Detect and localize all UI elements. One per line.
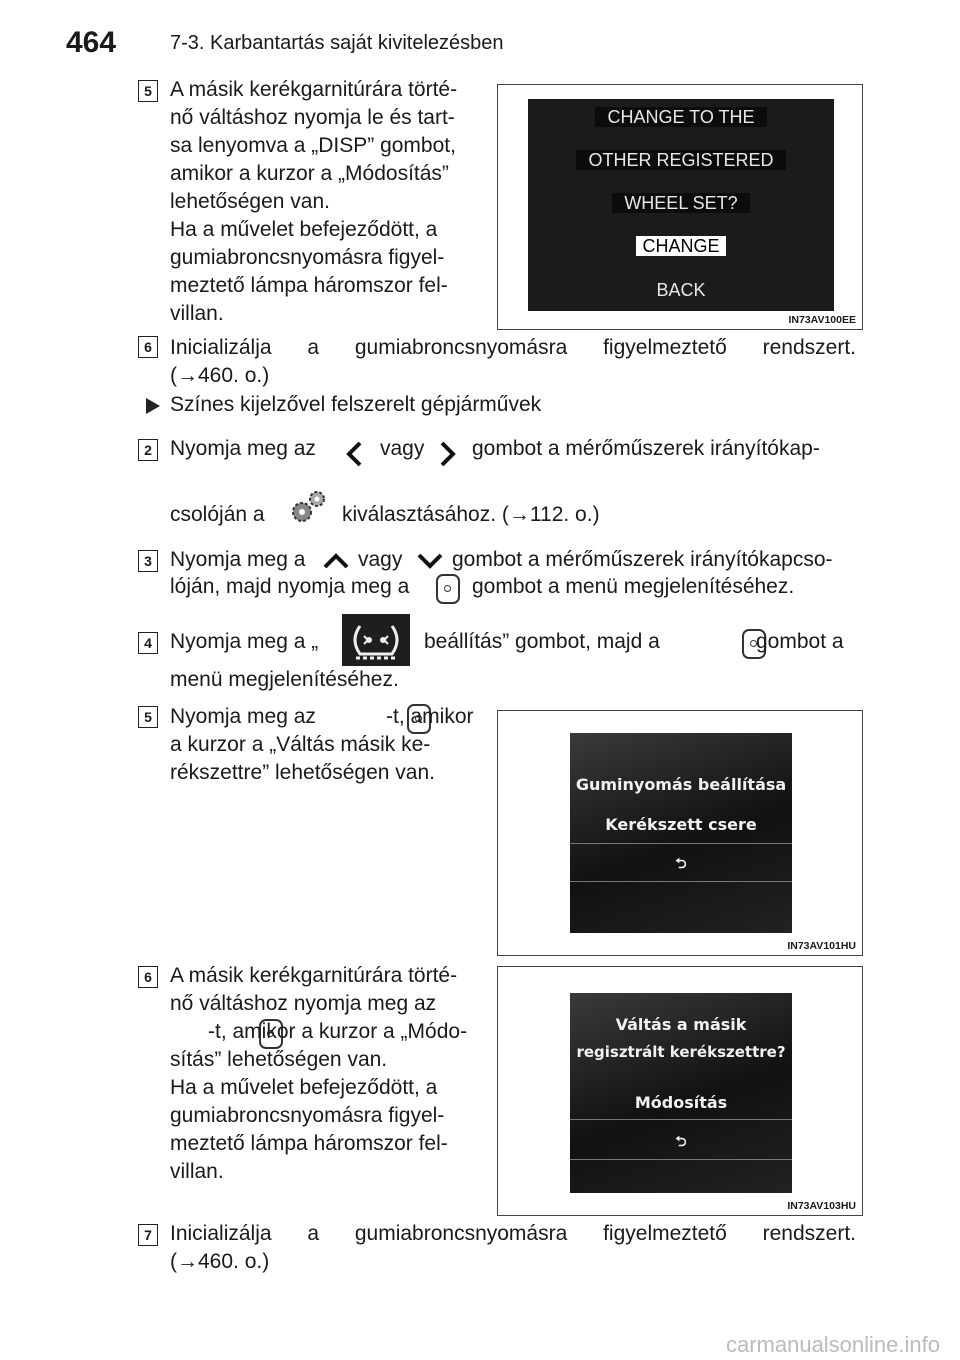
screen-item: Kerékszett csere bbox=[605, 815, 757, 834]
screen-back-item: BACK bbox=[656, 280, 706, 300]
step-b6-l2: nő váltáshoz nyomja meg az bbox=[170, 992, 437, 1015]
screen-line: CHANGE TO THE bbox=[528, 107, 834, 128]
step-b3-p5: gombot a menü megjelenítéséhez. bbox=[472, 575, 795, 598]
step-number: 5 bbox=[138, 80, 158, 102]
step-b3-p2: vagy bbox=[358, 548, 403, 571]
step-b6-l7: meztető lámpa háromszor fel- bbox=[170, 1132, 448, 1155]
step-b3-p4: lóján, majd nyomja meg a bbox=[170, 575, 410, 598]
text-line: villan. bbox=[170, 302, 224, 325]
step-b2-p3: gombot a mérőműszerek irányítókap- bbox=[472, 437, 820, 460]
figure-caption: IN73AV100EE bbox=[788, 314, 856, 326]
step-b5-p1: Nyomja meg az bbox=[170, 705, 316, 728]
screen-divider bbox=[570, 1159, 792, 1160]
triangle-bullet-icon bbox=[146, 398, 160, 412]
step-b4-p1: Nyomja meg a „ bbox=[170, 630, 319, 653]
back-arrow-icon: ⮌ bbox=[675, 856, 687, 872]
step-b3-p1: Nyomja meg a bbox=[170, 548, 306, 571]
text-line: meztető lámpa háromszor fel- bbox=[170, 274, 448, 297]
step-b6-l6: gumiabroncsnyomásra figyel- bbox=[170, 1104, 445, 1127]
step-b5-p2: -t, amikor bbox=[386, 705, 474, 728]
step-b5-l3: rékszettre” lehetőségen van. bbox=[170, 761, 435, 784]
chevron-up-icon bbox=[322, 552, 350, 575]
page-number: 464 bbox=[66, 26, 117, 59]
settings-gear-icon bbox=[286, 488, 330, 533]
text-line: gumiabroncsnyomásra figyel- bbox=[170, 246, 445, 269]
step-number: 7 bbox=[138, 1224, 158, 1246]
figure-caption: IN73AV103HU bbox=[787, 1200, 856, 1212]
text-line: A másik kerékgarnitúrára törté- bbox=[170, 78, 458, 101]
text-line: amikor a kurzor a „Módosítás” bbox=[170, 162, 449, 185]
screen-line: OTHER REGISTERED bbox=[528, 150, 834, 171]
step-b6-l5: Ha a művelet befejeződött, a bbox=[170, 1076, 438, 1099]
text-line: sa lenyomva a „DISP” gombot, bbox=[170, 134, 456, 157]
step-number: 6 bbox=[138, 966, 158, 988]
step-b6-l3: -t, amikor a kurzor a „Módo- bbox=[208, 1020, 468, 1043]
step-number: 3 bbox=[138, 550, 158, 572]
step-b6-l8: villan. bbox=[170, 1160, 224, 1183]
screen-line: WHEEL SET? bbox=[528, 193, 834, 214]
screen-divider bbox=[570, 1119, 792, 1120]
step-number: 5 bbox=[138, 706, 158, 728]
text-line: (→460. o.) bbox=[170, 1250, 270, 1273]
screen-title-line1: Váltás a másik bbox=[615, 1015, 747, 1034]
step-b2-p1: Nyomja meg az bbox=[170, 437, 316, 460]
screen-divider bbox=[570, 881, 792, 882]
figure-caption: IN73AV101HU bbox=[787, 940, 856, 952]
screen-title: Guminyomás beállítása bbox=[575, 775, 787, 794]
text-line: Ha a művelet befejeződött, a bbox=[170, 218, 438, 241]
back-arrow-icon: ⮌ bbox=[675, 1134, 687, 1150]
figure-tire-pressure-settings bbox=[497, 710, 863, 956]
step-a6-text bbox=[170, 334, 856, 390]
step-b6-l1: A másik kerékgarnitúrára törté- bbox=[170, 964, 458, 987]
chevron-left-icon bbox=[344, 440, 364, 473]
text-line: nő váltáshoz nyomja le és tart- bbox=[170, 106, 455, 129]
section-title: 7-3. Karbantartás saját kivitelezésben bbox=[170, 32, 504, 54]
section-subheading: Színes kijelzővel felszerelt gépjárművek bbox=[170, 393, 542, 416]
step-b4-p3: gombot a bbox=[756, 630, 844, 653]
step-number: 4 bbox=[138, 632, 158, 654]
step-b2-p5: kiválasztásához. (→112. o.) bbox=[342, 503, 600, 526]
text-line: (→460. o.) bbox=[170, 364, 270, 387]
step-b7-text bbox=[170, 1220, 856, 1276]
display-screen bbox=[570, 733, 792, 933]
text-line: Inicializálja a gumiabroncsnyomásra figyelmeztető rendszert. bbox=[170, 336, 856, 359]
display-screen bbox=[570, 993, 792, 1193]
watermark: carmanualsonline.info bbox=[725, 1332, 940, 1357]
text-line: Inicializálja a gumiabroncsnyomásra figyelmeztető rendszert. bbox=[170, 1222, 856, 1245]
screen-item: Módosítás bbox=[634, 1093, 728, 1112]
step-b5-l2: a kurzor a „Váltás másik ke- bbox=[170, 733, 431, 756]
figure-switch-wheel-set bbox=[497, 966, 863, 1216]
chevron-right-icon bbox=[438, 440, 458, 473]
step-b3-p3: gombot a mérőműszerek irányítókapcso- bbox=[452, 548, 833, 571]
step-number: 2 bbox=[138, 439, 158, 461]
screen-divider bbox=[570, 843, 792, 844]
step-b2-p4: csolóján a bbox=[170, 503, 265, 526]
chevron-down-icon bbox=[416, 552, 444, 575]
step-number: 6 bbox=[138, 336, 158, 358]
display-screen bbox=[528, 99, 834, 311]
step-b4-p2: beállítás” gombot, majd a bbox=[424, 630, 660, 653]
step-b2-p2: vagy bbox=[380, 437, 425, 460]
screen-selected-item: CHANGE bbox=[528, 236, 834, 257]
screen-title-line2: regisztrált kerékszettre? bbox=[576, 1043, 786, 1061]
step-a5-text bbox=[170, 76, 478, 328]
ok-button-icon bbox=[436, 574, 460, 604]
text-line: lehetőségen van. bbox=[170, 190, 330, 213]
figure-change-wheel-set bbox=[497, 84, 863, 330]
step-b6-l4: sítás” lehetőségen van. bbox=[170, 1048, 388, 1071]
tire-pressure-icon bbox=[342, 614, 410, 666]
step-b4-p4: menü megjelenítéséhez. bbox=[170, 668, 399, 691]
